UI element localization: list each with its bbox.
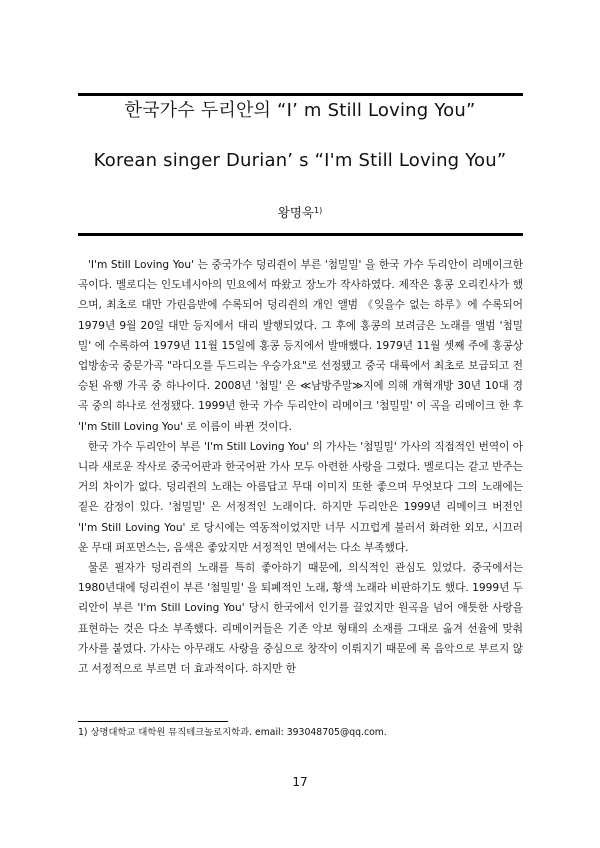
paragraph-2: 한국 가수 두리안이 부른 'I'm Still Loving You' 의 가사는 '첨밀밀' 가사의 직접적인 번역이 아니라 새로운 작사로 중국어판과 한국어판 가사 모두 아련한 사랑을 그렸다. 멜로디는 같고 반주는 거의 차이가 없다. 덩리쥔의 노래는 아름답고 무대 이미지 또한 좋으며 무엇보다 그의 노래에는 짙은 감정이 있다. '첨밀밀' 은 서정적인 노래이다. 하지만 두리안은 1999년 리메이크 버전인 'I'm Still Loving You' 로 당시에는 역동적이었지만 너무 시끄럽게 불러서 화려한 외모, 시끄러운 무대 퍼포먼스는, 음색은 좋았지만 서정적인 면에서는 다소 부족했다. — [78, 440, 523, 554]
title-bottom-rule — [78, 233, 523, 236]
title-english: Korean singer Durian’ s “I'm Still Loving You” — [93, 150, 507, 171]
title-top-rule — [78, 93, 523, 96]
author-footnote-mark: 1) — [314, 206, 323, 215]
title-korean: 한국가수 두리안의 “I’ m Still Loving You” — [124, 100, 476, 121]
author-line — [60, 203, 540, 221]
body-text — [78, 255, 523, 679]
footnote-divider — [78, 721, 228, 722]
paragraph-3: 물론 필자가 덩리쥔의 노래를 특히 좋아하기 때문에, 의식적인 관심도 있었다. 중국에서는 1980년대에 덩리쥔이 부른 '첨밀밀' 을 퇴폐적인 노래, 황색 노래라 비판하기도 했다. 1999년 두리안이 부른 'I'm Still Loving You' 당시 한국에서 인기를 끌었지만 원곡을 넘어 애틋한 사랑을 표현하는 것은 다소 부족했다. 리메이커들은 기존 악보 형태의 소재를 그대로 옮겨 선율에 맞춰 가사를 붙였다. 가사는 아무래도 사랑을 중심으로 창작이 이뤄지기 때문에 록 음악으로 부르지 않고 서정적으로 부르면 더 효과적이다. 하지만 한 — [78, 562, 523, 676]
author-name: 왕명욱 — [277, 205, 314, 220]
paragraph-1: 'I'm Still Loving You' 는 중국가수 덩리쥔이 부른 '첨밀밀' 을 한국 가수 두리안이 리메이크한 곡이다. 멜로디는 인도네시아의 민요에서 따왔고 장노가 작사하였다. 제작은 홍콩 오리킨사가 했으며, 최초로 대만 가린음반에 수록되어 덩리쥔의 개인 앨범 《잊을수 없는 하루》에 수록되어 1979년 9월 20일 대만 등지에서 대리 발행되었다. 그 후에 홍콩의 보려금은 노래를 앨범 '첨밀밀' 에 수록하여 1979년 11월 15일에 홍콩 등지에서 발매했다. 1979년 11월 셋째 주에 홍콩상업방송국 중문가곡 "라디오를 두드리는 우승가요"로 선정됐고 중국 대륙에서 최초로 보급되고 전승된 유행 가곡 중 하나이다. 2008년 '첨밀' 은 ≪남방주말≫지에 의해 개혁개방 30년 10대 경곡 중의 하나로 선정됐다. 1999년 한국 가수 두리안이 리메이크 '첨밀밀' 이 곡을 리메이크 한 후 'I'm Still Loving You' 로 이름이 바뀐 것이다. — [78, 259, 523, 433]
page-number: 17 — [292, 775, 308, 789]
footnote: 1) 상명대학교 대학원 뮤직테크놀로지학과. email: 393048705@qq.com. — [78, 727, 387, 738]
